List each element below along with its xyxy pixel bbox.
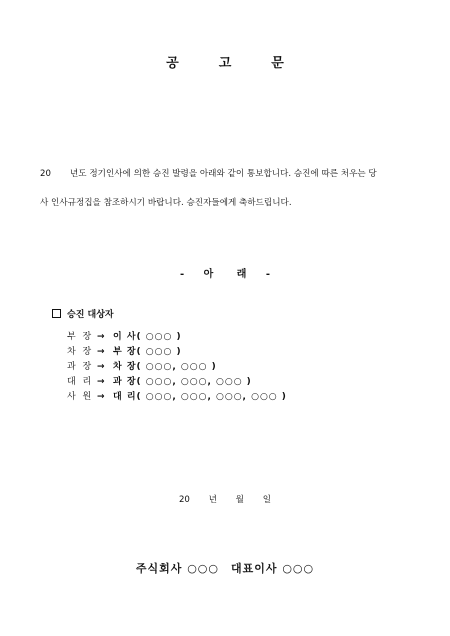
promotion-list bbox=[67, 330, 287, 405]
promotion-row bbox=[67, 390, 287, 405]
intro-line-1 bbox=[40, 167, 420, 179]
title-char: 문 bbox=[271, 56, 284, 71]
below-marker bbox=[0, 265, 450, 280]
section-heading-text: 승진 대상자 bbox=[67, 310, 114, 320]
title-char: 고 bbox=[218, 56, 232, 71]
below-dash-right: - bbox=[265, 269, 271, 280]
below-dash-left: - bbox=[179, 269, 185, 280]
below-char-1: 아 bbox=[203, 269, 214, 280]
square-bullet-icon bbox=[52, 309, 61, 318]
date-day-unit: 일 bbox=[262, 495, 272, 505]
promotion-row bbox=[67, 330, 287, 345]
promotion-from: 대 리 bbox=[67, 377, 94, 387]
date-year-unit: 년 bbox=[208, 495, 217, 505]
promotion-from: 사 원 bbox=[67, 392, 94, 402]
promotion-to: 대 리( ○○○, ○○○, ○○○, ○○○ ) bbox=[113, 392, 287, 402]
promotion-to: 차 장( ○○○, ○○○ ) bbox=[113, 362, 217, 372]
company-name: 주식회사 ○○○ bbox=[135, 562, 219, 575]
arrow-right-icon: → bbox=[97, 362, 105, 372]
section-heading bbox=[52, 307, 114, 320]
intro-text-1: 년도 정기인사에 의한 승진 발령을 아래와 같이 통보합니다. 승진에 따른 처우는 당 bbox=[70, 169, 377, 179]
intro-year: 20 bbox=[40, 169, 51, 179]
promotion-to: 과 장( ○○○, ○○○, ○○○ ) bbox=[113, 377, 252, 387]
ceo-name: 대표이사 ○○○ bbox=[231, 562, 315, 575]
promotion-row bbox=[67, 375, 287, 390]
document-date bbox=[0, 493, 450, 505]
arrow-right-icon: → bbox=[97, 332, 105, 342]
intro-text-2: 사 인사규정집을 참조하시기 바랍니다. 승진자들에게 축하드립니다. bbox=[40, 198, 292, 208]
promotion-to: 부 장( ○○○ ) bbox=[113, 347, 182, 357]
title-char: 공 bbox=[166, 56, 179, 71]
signature-block bbox=[0, 560, 450, 576]
arrow-right-icon: → bbox=[97, 392, 105, 402]
date-month-unit: 월 bbox=[235, 495, 244, 505]
promotion-row bbox=[67, 345, 287, 360]
promotion-from: 부 장 bbox=[67, 332, 94, 342]
arrow-right-icon: → bbox=[97, 377, 105, 387]
promotion-to: 이 사( ○○○ ) bbox=[113, 332, 182, 342]
date-year: 20 bbox=[178, 495, 190, 505]
document-title bbox=[0, 52, 450, 71]
promotion-row bbox=[67, 360, 287, 375]
arrow-right-icon: → bbox=[97, 347, 105, 357]
promotion-from: 차 장 bbox=[67, 347, 94, 357]
below-char-2: 래 bbox=[236, 269, 247, 280]
intro-line-2 bbox=[40, 196, 420, 208]
promotion-from: 과 장 bbox=[67, 362, 94, 372]
